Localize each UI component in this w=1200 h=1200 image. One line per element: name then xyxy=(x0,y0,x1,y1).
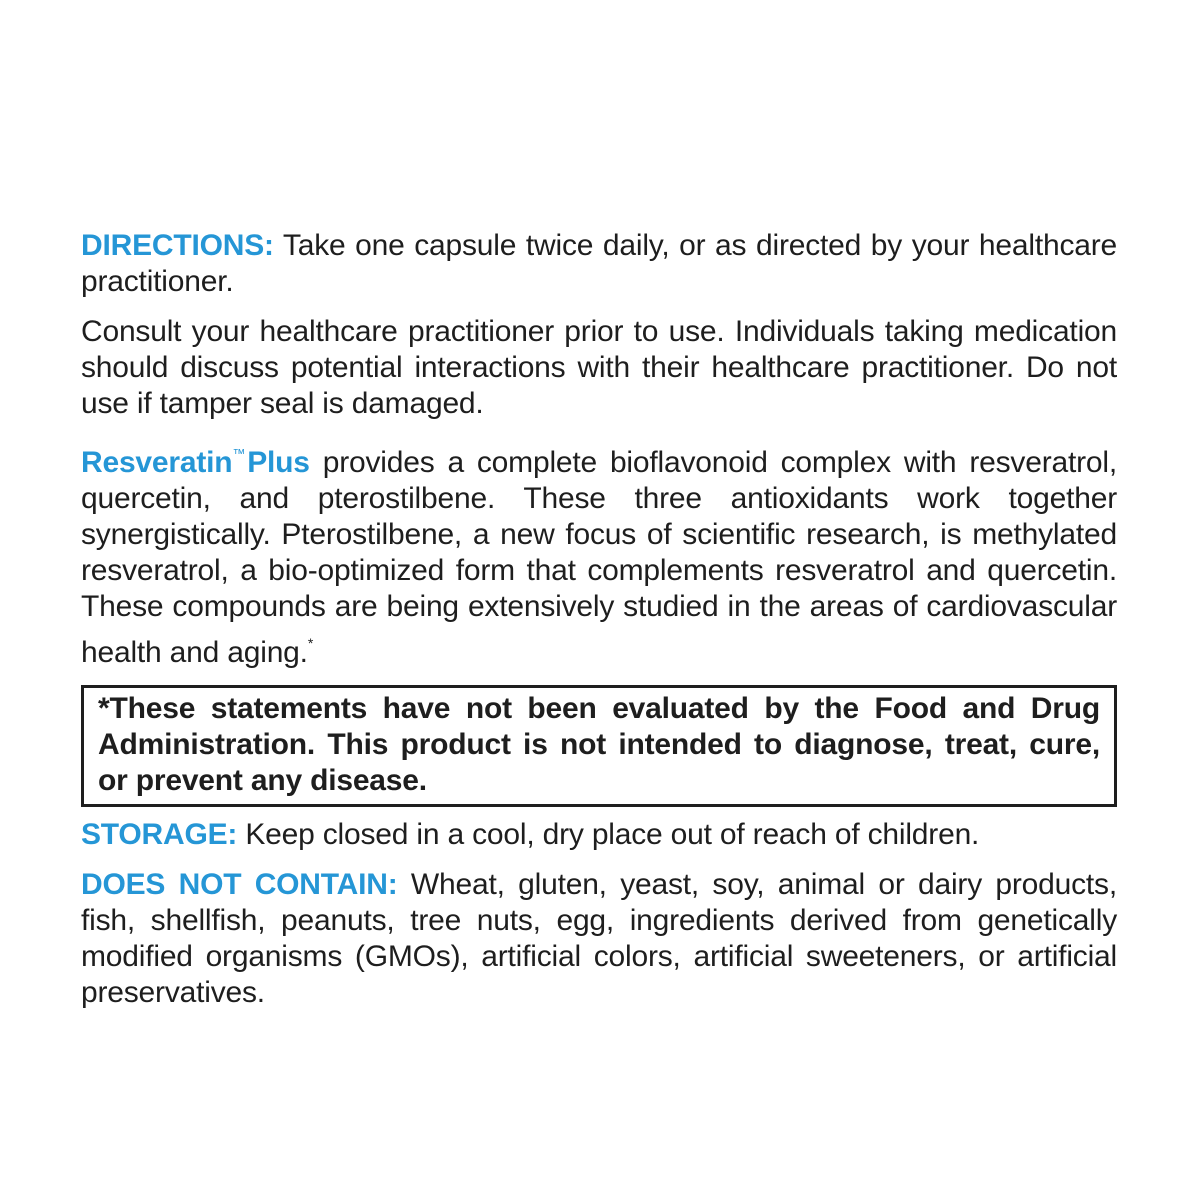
directions-heading: DIRECTIONS: xyxy=(81,229,274,262)
product-label-text xyxy=(81,228,1117,1025)
does-not-contain-heading: DOES NOT CONTAIN: xyxy=(81,868,398,901)
description-section xyxy=(81,436,1117,671)
does-not-contain-section xyxy=(81,867,1117,1011)
description-text: provides a complete bioflavonoid complex with resveratrol, quercetin, and pterostilbene. These three antioxidants work together synergistically. Pterostilbene, a new focus of scientific research, is methylated resveratrol, a bio-optimized form that complements resveratrol and quercetin. These compounds are being extensively studied in the areas of cardiovascular health and aging. xyxy=(81,446,1117,669)
storage-text: Keep closed in a cool, dry place out of reach of children. xyxy=(245,818,980,851)
directions-text: Take one capsule twice daily, or as directed by your healthcare practitioner. xyxy=(81,229,1117,298)
caution-section xyxy=(81,314,1117,422)
does-not-contain-text: Wheat, gluten, yeast, soy, animal or dairy products, fish, shellfish, peanuts, tree nuts, egg, ingredients derived from genetically modified organisms (GMOs), artificial colors, artificial sweeteners, or artificial preservatives. xyxy=(81,868,1117,1009)
fda-disclaimer-box xyxy=(81,685,1117,807)
description-asterisk: * xyxy=(307,635,314,651)
trademark-symbol: ™ xyxy=(232,446,246,461)
brand-name: Resveratin xyxy=(81,446,233,479)
storage-heading: STORAGE: xyxy=(81,818,238,851)
storage-section xyxy=(81,817,1117,853)
caution-text: Consult your healthcare practitioner prior to use. Individuals taking medication should discuss potential interactions with their healthcare practitioner. Do not use if tamper seal is damaged. xyxy=(81,315,1117,420)
directions-section xyxy=(81,228,1117,300)
brand-suffix: Plus xyxy=(247,446,310,479)
fda-disclaimer-text: *These statements have not been evaluated by the Food and Drug Administration. This product is not intended to diagnose, treat, cure, or prevent any disease. xyxy=(98,692,1100,797)
